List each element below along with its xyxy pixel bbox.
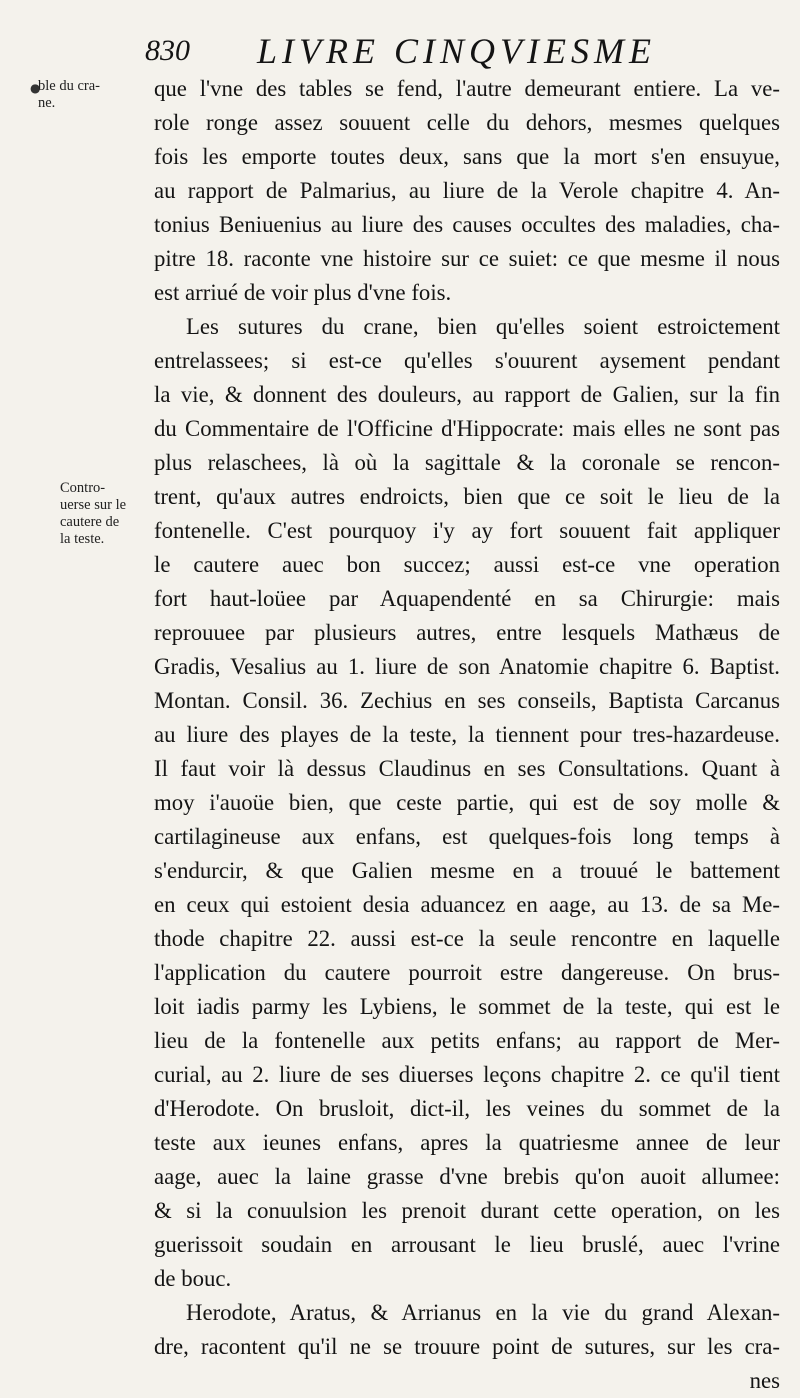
text-line: moy i'auoüe bien, que ceste partie, qui est de soy molle & xyxy=(154,790,780,815)
text-line: Montan. Consil. 36. Zechius en ses conseils, Baptista Carcanus xyxy=(154,688,780,713)
text-line: Les sutures du crane, bien qu'elles soient estroictement xyxy=(186,314,780,339)
margin-note-1: ble du cra- ne. xyxy=(38,78,100,111)
text-line: fort haut-loüee par Aquapendenté en sa Chirurgie: mais xyxy=(154,586,780,611)
text-line: pitre 18. raconte vne histoire sur ce suiet: ce que mesme il nous xyxy=(154,246,780,271)
text-line: le cautere auec bon succez; aussi est-ce vne operation xyxy=(154,552,780,577)
text-line: cartilagineuse aux enfans, est quelques-fois long temps à xyxy=(154,824,780,849)
text-line: Herodote, Aratus, & Arrianus en la vie du grand Alexan- xyxy=(186,1300,780,1325)
running-title: LIVRE CINQVIESME xyxy=(257,31,656,71)
text-line: plus relaschees, là où la sagittale & la coronale se rencon- xyxy=(154,450,780,475)
text-line: que l'vne des tables se fend, l'autre demeurant entiere. La ve- xyxy=(154,76,780,101)
text-line: loit iadis parmy les Lybiens, le sommet de la teste, qui est le xyxy=(154,994,780,1019)
text-line: trent, qu'aux autres endroicts, bien que ce soit le lieu de la xyxy=(154,484,780,509)
text-line: dre, racontent qu'il ne se trouure point de sutures, sur les cra- xyxy=(154,1334,780,1359)
body-text xyxy=(154,72,780,1398)
text-line: aage, auec la laine grasse d'vne brebis qu'on auoit allumee: xyxy=(154,1164,780,1189)
text-line: fois les emporte toutes deux, sans que la mort s'en ensuyue, xyxy=(154,144,780,169)
margin-bullet-icon: ● xyxy=(30,81,41,95)
text-line: thode chapitre 22. aussi est-ce la seule rencontre en laquelle xyxy=(154,926,780,951)
text-line: en ceux qui estoient desia aduancez en aage, au 13. de sa Me- xyxy=(154,892,780,917)
text-line: d'Herodote. On brusloit, dict-il, les veines du sommet de la xyxy=(154,1096,780,1121)
text-line: la vie, & donnent des douleurs, au rapport de Galien, sur la fin xyxy=(154,382,780,407)
text-line: lieu de la fontenelle aux petits enfans; au rapport de Mer- xyxy=(154,1028,780,1053)
text-line: Gradis, Vesalius au 1. liure de son Anatomie chapitre 6. Baptist. xyxy=(154,654,780,679)
text-line: au rapport de Palmarius, au liure de la Verole chapitre 4. An- xyxy=(154,178,780,203)
margin-note-2: Contro- uerse sur le cautere de la teste. xyxy=(60,480,127,547)
text-line: curial, au 2. liure de ses diuerses leçons chapitre 2. ce qu'il tient xyxy=(154,1062,780,1087)
text-line: reprouuee par plusieurs autres, entre lesquels Mathæus de xyxy=(154,620,780,645)
text-line: & si la conuulsion les prenoit durant cette operation, on les xyxy=(154,1198,780,1223)
page-header xyxy=(145,30,785,76)
text-line: de bouc. xyxy=(154,1266,232,1291)
text-line: role ronge assez souuent celle du dehors, mesmes quelques xyxy=(154,110,780,135)
text-line: guerissoit soudain en arrousant le lieu bruslé, auec l'vrine xyxy=(154,1232,780,1257)
page-number: 830 xyxy=(145,34,190,67)
text-line: s'endurcir, & que Galien mesme en a trouué le battement xyxy=(154,858,780,883)
catchword: nes xyxy=(749,1368,780,1393)
text-line: au liure des playes de la teste, la tiennent pour tres-hazardeuse. xyxy=(154,722,780,747)
text-line: fontenelle. C'est pourquoy i'y ay fort souuent fait appliquer xyxy=(154,518,780,543)
text-line: du Commentaire de l'Officine d'Hippocrate: mais elles ne sont pas xyxy=(154,416,780,441)
text-line: est arriué de voir plus d'vne fois. xyxy=(154,280,452,305)
text-line: teste aux ieunes enfans, apres la quatriesme annee de leur xyxy=(154,1130,780,1155)
text-line: tonius Beniuenius au liure des causes occultes des maladies, cha- xyxy=(154,212,780,237)
text-line: Il faut voir là dessus Claudinus en ses Consultations. Quant à xyxy=(154,756,780,781)
text-line: l'application du cautere pourroit estre dangereuse. On brus- xyxy=(154,960,780,985)
text-line: entrelassees; si est-ce qu'elles s'ouurent aysement pendant xyxy=(154,348,780,373)
